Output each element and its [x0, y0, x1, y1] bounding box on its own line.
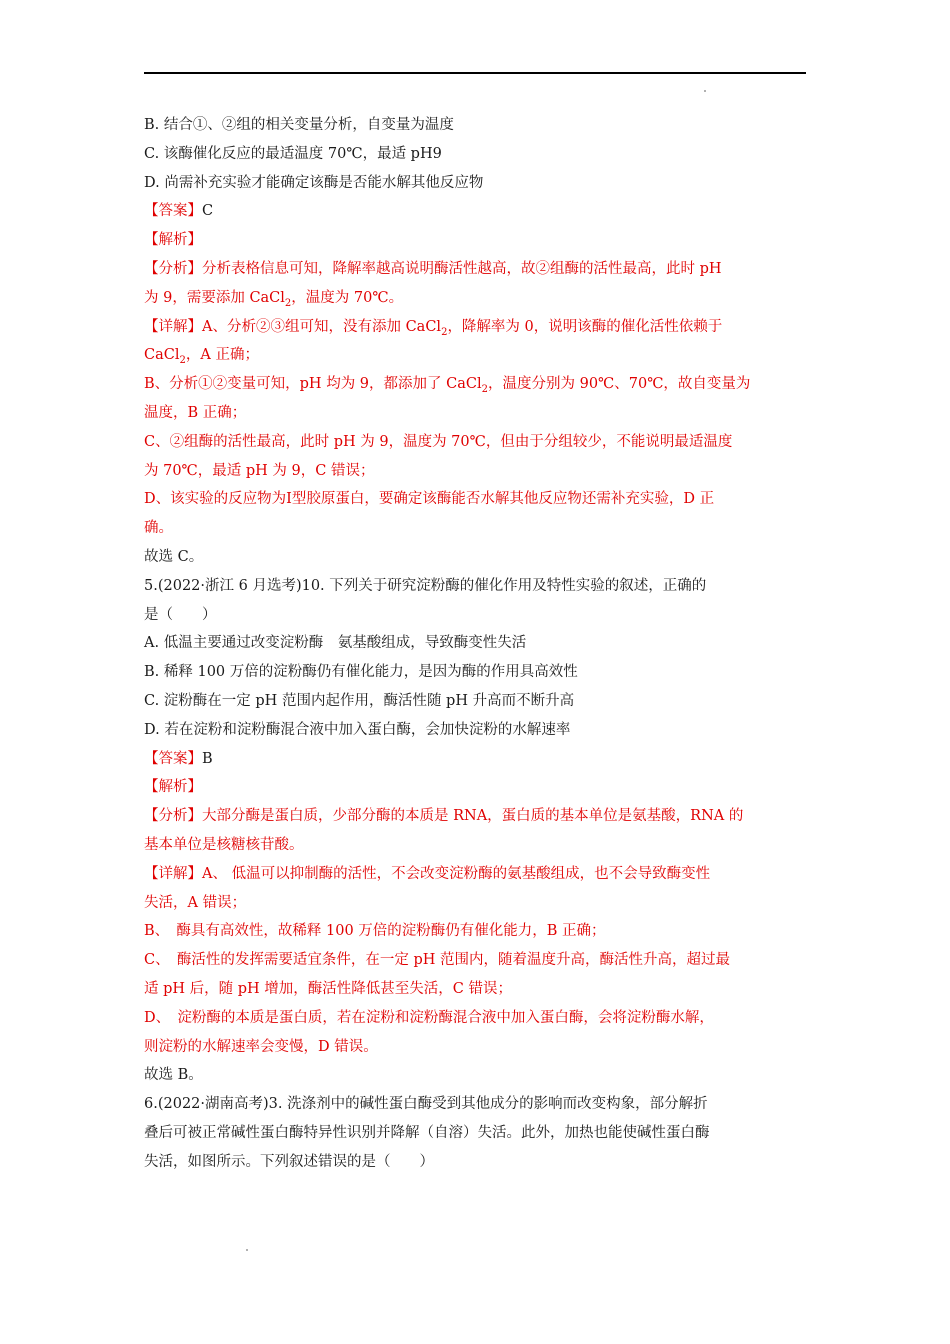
detail-line: D、该实验的反应物为Ⅰ型胶原蛋白，要确定该酶能否水解其他反应物还需补充实验，D 正 [144, 491, 715, 508]
answer-value: B [202, 750, 213, 767]
question-stem: 6.(2022·湖南高考)3. 洗涤剂中的碱性蛋白酶受到其他成分的影响而改变构象，部分解折 [144, 1096, 708, 1113]
fenxi-line: 【分析】大部分酶是蛋白质，少部分酶的本质是 RNA，蛋白质的基本单位是氨基酸，RNA 的 [144, 808, 744, 825]
answer-tag: 【答案】 [144, 750, 202, 767]
option-d: D. 若在淀粉和淀粉酶混合液中加入蛋白酶，会加快淀粉的水解速率 [144, 721, 571, 738]
conclusion-line: 故选 B。 [144, 1067, 203, 1084]
speck-mark [246, 1249, 248, 1251]
analysis-heading: 【解析】 [144, 232, 202, 249]
detail-line: B、 酶具有高效性，故稀释 100 万倍的淀粉酶仍有催化能力，B 正确； [144, 923, 606, 940]
detail-line: B、分析①②变量可知，pH 均为 9，都添加了 CaCl$_2$，温度分别为 90℃、70℃，故自变量为 [144, 376, 751, 396]
question-stem: 是（ ） [144, 606, 217, 623]
question-stem: 叠后可被正常碱性蛋白酶特异性识别并降解（自溶）失活。此外，加热也能使碱性蛋白酶 [144, 1124, 710, 1141]
question-stem: 失活，如图所示。下列叙述错误的是（ ） [144, 1153, 434, 1170]
answer-value: C [202, 203, 214, 220]
detail-line: 则淀粉的水解速率会变慢，D 错误。 [144, 1038, 378, 1055]
detail-line: 温度，B 正确； [144, 404, 247, 421]
detail-line: C、②组酶的活性最高，此时 pH 为 9，温度为 70℃，但由于分组较少，不能说明最适温度 [144, 433, 733, 450]
fenxi-line: 基本单位是核糖核苷酸。 [144, 836, 304, 853]
fenxi-line: 为 9，需要添加 CaCl$_2$，温度为 70℃。 [144, 289, 404, 309]
detail-line: 为 70℃，最适 pH 为 9，C 错误； [144, 462, 375, 479]
option-c: C. 淀粉酶在一定 pH 范围内起作用，酶活性随 pH 升高而不断升高 [144, 692, 575, 709]
fenxi-line: 【分析】分析表格信息可知，降解率越高说明酶活性越高，故②组酶的活性最高，此时 pH [144, 260, 722, 277]
conclusion-line: 故选 C。 [144, 548, 204, 565]
option-d: D. 尚需补充实验才能确定该酶是否能水解其他反应物 [144, 174, 484, 191]
header-rule [144, 72, 806, 74]
detail-line: 【详解】A、 低温可以抑制酶的活性，不会改变淀粉酶的氨基酸组成，也不会导致酶变性 [144, 865, 711, 882]
answer-tag: 【答案】 [144, 203, 202, 220]
option-b: B. 结合①、②组的相关变量分析，自变量为温度 [144, 117, 454, 133]
answer-line [144, 745, 806, 774]
detail-line: C、 酶活性的发挥需要适宜条件，在一定 pH 范围内，随着温度升高，酶活性升高，超过最 [144, 952, 730, 969]
detail-line: 确。 [144, 520, 173, 537]
detail-line: CaCl$_2$，A 正确； [144, 347, 259, 367]
question-stem: 5.(2022·浙江 6 月选考)10. 下列关于研究淀粉酶的催化作用及特性实验的叙述，正确的 [144, 577, 707, 594]
answer-line [144, 197, 806, 226]
speck-mark [704, 90, 706, 92]
detail-line: 失活，A 错误； [144, 894, 247, 911]
question-content [144, 111, 806, 1176]
detail-line: 适 pH 后，随 pH 增加，酶活性降低甚至失活，C 错误； [144, 980, 512, 997]
detail-line: 【详解】A、分析②③组可知，没有添加 CaCl$_2$，降解率为 0，说明该酶的催化活性依赖于 [144, 318, 723, 338]
analysis-heading: 【解析】 [144, 779, 202, 796]
detail-line: D、 淀粉酶的本质是蛋白质，若在淀粉和淀粉酶混合液中加入蛋白酶，会将淀粉酶水解， [144, 1009, 714, 1026]
option-b: B. 稀释 100 万倍的淀粉酶仍有催化能力，是因为酶的作用具高效性 [144, 664, 578, 681]
option-a: A. 低温主要通过改变淀粉酶 氨基酸组成，导致酶变性失活 [144, 635, 527, 652]
option-c: C. 该酶催化反应的最适温度 70℃，最适 pH9 [144, 145, 442, 162]
